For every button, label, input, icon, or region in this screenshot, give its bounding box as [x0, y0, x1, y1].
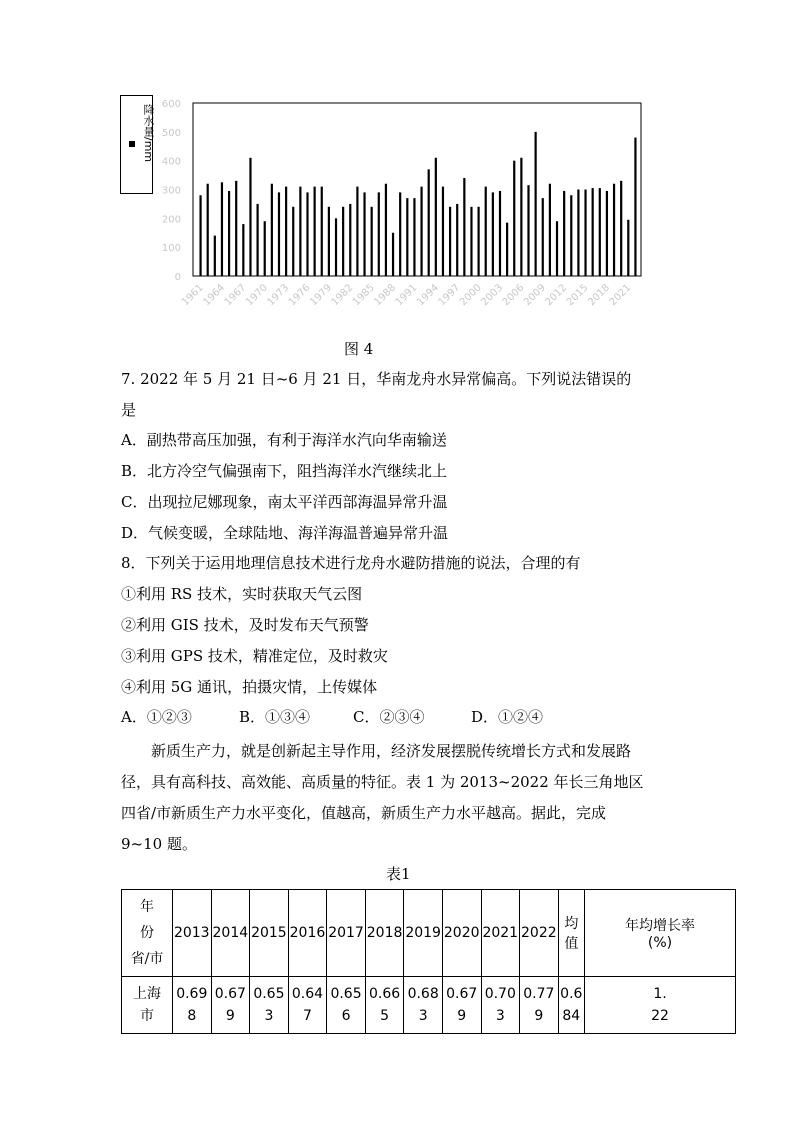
bar-1970 [264, 221, 266, 276]
bar-1992 [420, 187, 422, 276]
bar-2017 [599, 188, 601, 276]
q8-item-1: ①利用 RS 技术，实时获取天气云图 [121, 585, 363, 603]
bar-2022 [634, 138, 636, 276]
q7-stem-line1: 7. 2022 年 5 月 21 日~6 月 21 日，华南龙舟水异常偏高。下列说法错误的 [121, 370, 632, 388]
x-tick-label: 1994 [415, 282, 441, 309]
mean-cell: 0.684 [558, 977, 584, 1034]
value-cell: 0.679 [211, 977, 250, 1034]
bar-2003 [499, 191, 501, 276]
passage-line-4: 9~10 题。 [121, 835, 197, 853]
region-cell: 上海市 [122, 977, 173, 1034]
bar-1964 [221, 182, 223, 276]
x-tick-label: 2021 [607, 282, 634, 309]
growth-cell: 1.22 [585, 977, 736, 1034]
growth-header [585, 890, 736, 977]
bar-1969 [256, 204, 258, 276]
passage-line-1: 新质生产力，就是创新起主导作用，经济发展摆脱传统增长方式和发展路 [151, 742, 632, 760]
bar-2009 [542, 198, 544, 276]
bar-1976 [306, 192, 308, 276]
bar-2016 [592, 188, 594, 276]
bar-1966 [235, 181, 237, 276]
q8-option-d: D．①②④ [471, 708, 544, 726]
year-header: 2014 [211, 890, 250, 977]
mean-header: 均值 [558, 890, 584, 977]
bar-1983 [356, 187, 358, 276]
y-tick-label: 100 [161, 243, 181, 255]
bar-2011 [556, 221, 558, 276]
year-header: 2019 [404, 890, 443, 977]
bar-1974 [292, 207, 294, 276]
q8-option-c: C．②③④ [353, 708, 425, 726]
q8-item-3: ③利用 GPS 技术，精准定位，及时救灾 [121, 647, 388, 665]
bar-2007 [527, 185, 529, 276]
corner-year-2: 份 [140, 925, 154, 941]
bar-1975 [299, 187, 301, 276]
bar-2005 [513, 161, 515, 276]
q8-option-a: A．①②③ [121, 708, 192, 726]
figure-caption: 图 4 [344, 340, 374, 358]
q7-option-c: C．出现拉尼娜现象，南太平洋西部海温异常升温 [121, 493, 448, 511]
bar-1984 [363, 192, 365, 276]
x-tick-label: 2012 [543, 282, 570, 309]
bar-1961 [199, 195, 201, 276]
passage-line-3: 四省/市新质生产力水平变化，值越高，新质生产力水平越高。据此，完成 [121, 804, 607, 822]
bar-2013 [570, 195, 572, 276]
y-tick-label: 200 [161, 214, 181, 226]
bar-1962 [207, 184, 209, 276]
x-tick-label: 1982 [329, 282, 356, 309]
bar-1965 [228, 191, 230, 276]
bar-1986 [378, 192, 380, 276]
bar-1993 [428, 169, 430, 276]
value-cell: 0.779 [520, 977, 559, 1034]
bar-1967 [242, 224, 244, 276]
bar-1995 [442, 187, 444, 276]
x-tick-label: 1988 [372, 282, 399, 309]
x-tick-label: 1985 [351, 282, 377, 309]
plot-area-border [193, 103, 641, 276]
y-tick-label: 400 [161, 156, 181, 168]
bar-2019 [613, 184, 615, 276]
chart-svg [120, 95, 650, 325]
year-header: 2017 [327, 890, 366, 977]
bar-1985 [371, 207, 373, 276]
x-tick-label: 2000 [457, 282, 484, 309]
table-row [122, 977, 736, 1034]
value-cell: 0.703 [481, 977, 520, 1034]
q7-option-d: D．气候变暖，全球陆地、海洋海温普遍异常升温 [121, 524, 449, 542]
bar-1963 [214, 236, 216, 276]
bar-2015 [584, 190, 586, 277]
bar-1991 [413, 198, 415, 276]
bar-2012 [563, 191, 565, 276]
x-tick-label: 2006 [500, 282, 527, 309]
corner-year-1: 年 [140, 899, 154, 915]
value-cell: 0.656 [327, 977, 366, 1034]
bar-2020 [620, 181, 622, 276]
passage-line-2: 径，具有高科技、高效能、高质量的特征。表 1 为 2013~2022 年长三角地区 [121, 773, 644, 791]
value-cell: 0.698 [173, 977, 212, 1034]
y-tick-label: 500 [161, 127, 181, 139]
year-header: 2016 [288, 890, 327, 977]
q8-item-4: ④利用 5G 通讯，拍摄灾情，上传媒体 [121, 678, 378, 696]
bar-1968 [249, 158, 251, 276]
chart-legend [120, 95, 153, 194]
corner-region: 省/市 [130, 951, 164, 967]
year-header: 2020 [442, 890, 481, 977]
value-cell: 0.683 [404, 977, 443, 1034]
bar-1972 [278, 192, 280, 276]
bar-2004 [506, 223, 508, 276]
bar-1971 [271, 184, 273, 276]
bar-1987 [385, 184, 387, 276]
q7-option-b: B．北方冷空气偏强南下，阻挡海洋水汽继续北上 [121, 462, 448, 480]
bar-1973 [285, 187, 287, 276]
table-corner-header [122, 890, 173, 977]
value-cell: 0.679 [442, 977, 481, 1034]
q8-stem: 8．下列关于运用地理信息技术进行龙舟水避防措施的说法，合理的有 [121, 554, 581, 572]
bar-2000 [477, 207, 479, 276]
year-header: 2022 [520, 890, 559, 977]
y-tick-label: 0 [174, 272, 181, 283]
bar-2008 [535, 132, 537, 276]
bar-1994 [435, 158, 437, 276]
legend-swatch [129, 141, 135, 147]
y-tick-label: 600 [161, 99, 181, 110]
q7-stem-line2: 是 [121, 401, 137, 419]
bar-2001 [485, 187, 487, 276]
x-tick-label: 1991 [393, 282, 420, 309]
bar-1978 [321, 187, 323, 276]
x-tick-label: 2009 [522, 282, 548, 309]
year-header: 2015 [250, 890, 289, 977]
bar-1981 [342, 207, 344, 276]
x-tick-label: 1964 [201, 282, 228, 309]
x-tick-label: 2015 [564, 282, 591, 309]
bar-1977 [314, 187, 316, 276]
value-cell: 0.653 [250, 977, 289, 1034]
bar-1980 [335, 218, 337, 276]
bar-1989 [399, 192, 401, 276]
year-header: 2018 [365, 890, 404, 977]
q7-option-a: A．副热带高压加强，有利于海洋水汽向华南输送 [121, 431, 447, 449]
bar-2018 [606, 191, 608, 276]
year-header: 2013 [173, 890, 212, 977]
x-tick-label: 1997 [436, 282, 463, 309]
bar-1990 [406, 198, 408, 276]
y-tick-label: 300 [161, 185, 181, 197]
precipitation-chart [120, 95, 650, 325]
x-tick-label: 2003 [479, 282, 506, 309]
x-tick-label: 1970 [244, 282, 270, 309]
bar-2006 [520, 158, 522, 276]
table-title: 表1 [386, 865, 411, 883]
value-cell: 0.665 [365, 977, 404, 1034]
q8-option-b: B．①③④ [239, 708, 311, 726]
bar-1988 [392, 233, 394, 276]
bar-1982 [349, 204, 351, 276]
value-cell: 0.647 [288, 977, 327, 1034]
bar-2002 [492, 192, 494, 276]
bar-2021 [627, 220, 629, 276]
productivity-table [121, 889, 736, 1034]
bar-1996 [449, 207, 451, 276]
x-tick-label: 1976 [286, 282, 313, 309]
bar-2014 [577, 190, 579, 277]
growth-header-label: 年均增长率 [625, 918, 695, 934]
q8-item-2: ②利用 GIS 技术，及时发布天气预警 [121, 616, 369, 634]
x-tick-label: 2018 [586, 282, 613, 309]
x-tick-label: 1967 [222, 282, 249, 309]
year-header: 2021 [481, 890, 520, 977]
x-tick-label: 1973 [265, 282, 292, 309]
growth-header-unit: (%) [647, 935, 673, 951]
x-tick-label: 1961 [179, 282, 206, 309]
bar-2010 [549, 184, 551, 276]
bar-1997 [456, 204, 458, 276]
bar-1998 [463, 178, 465, 276]
x-tick-label: 1979 [308, 282, 335, 309]
bar-1979 [328, 207, 330, 276]
legend-label: 降水量/mm [142, 104, 155, 163]
bar-1999 [470, 207, 472, 276]
